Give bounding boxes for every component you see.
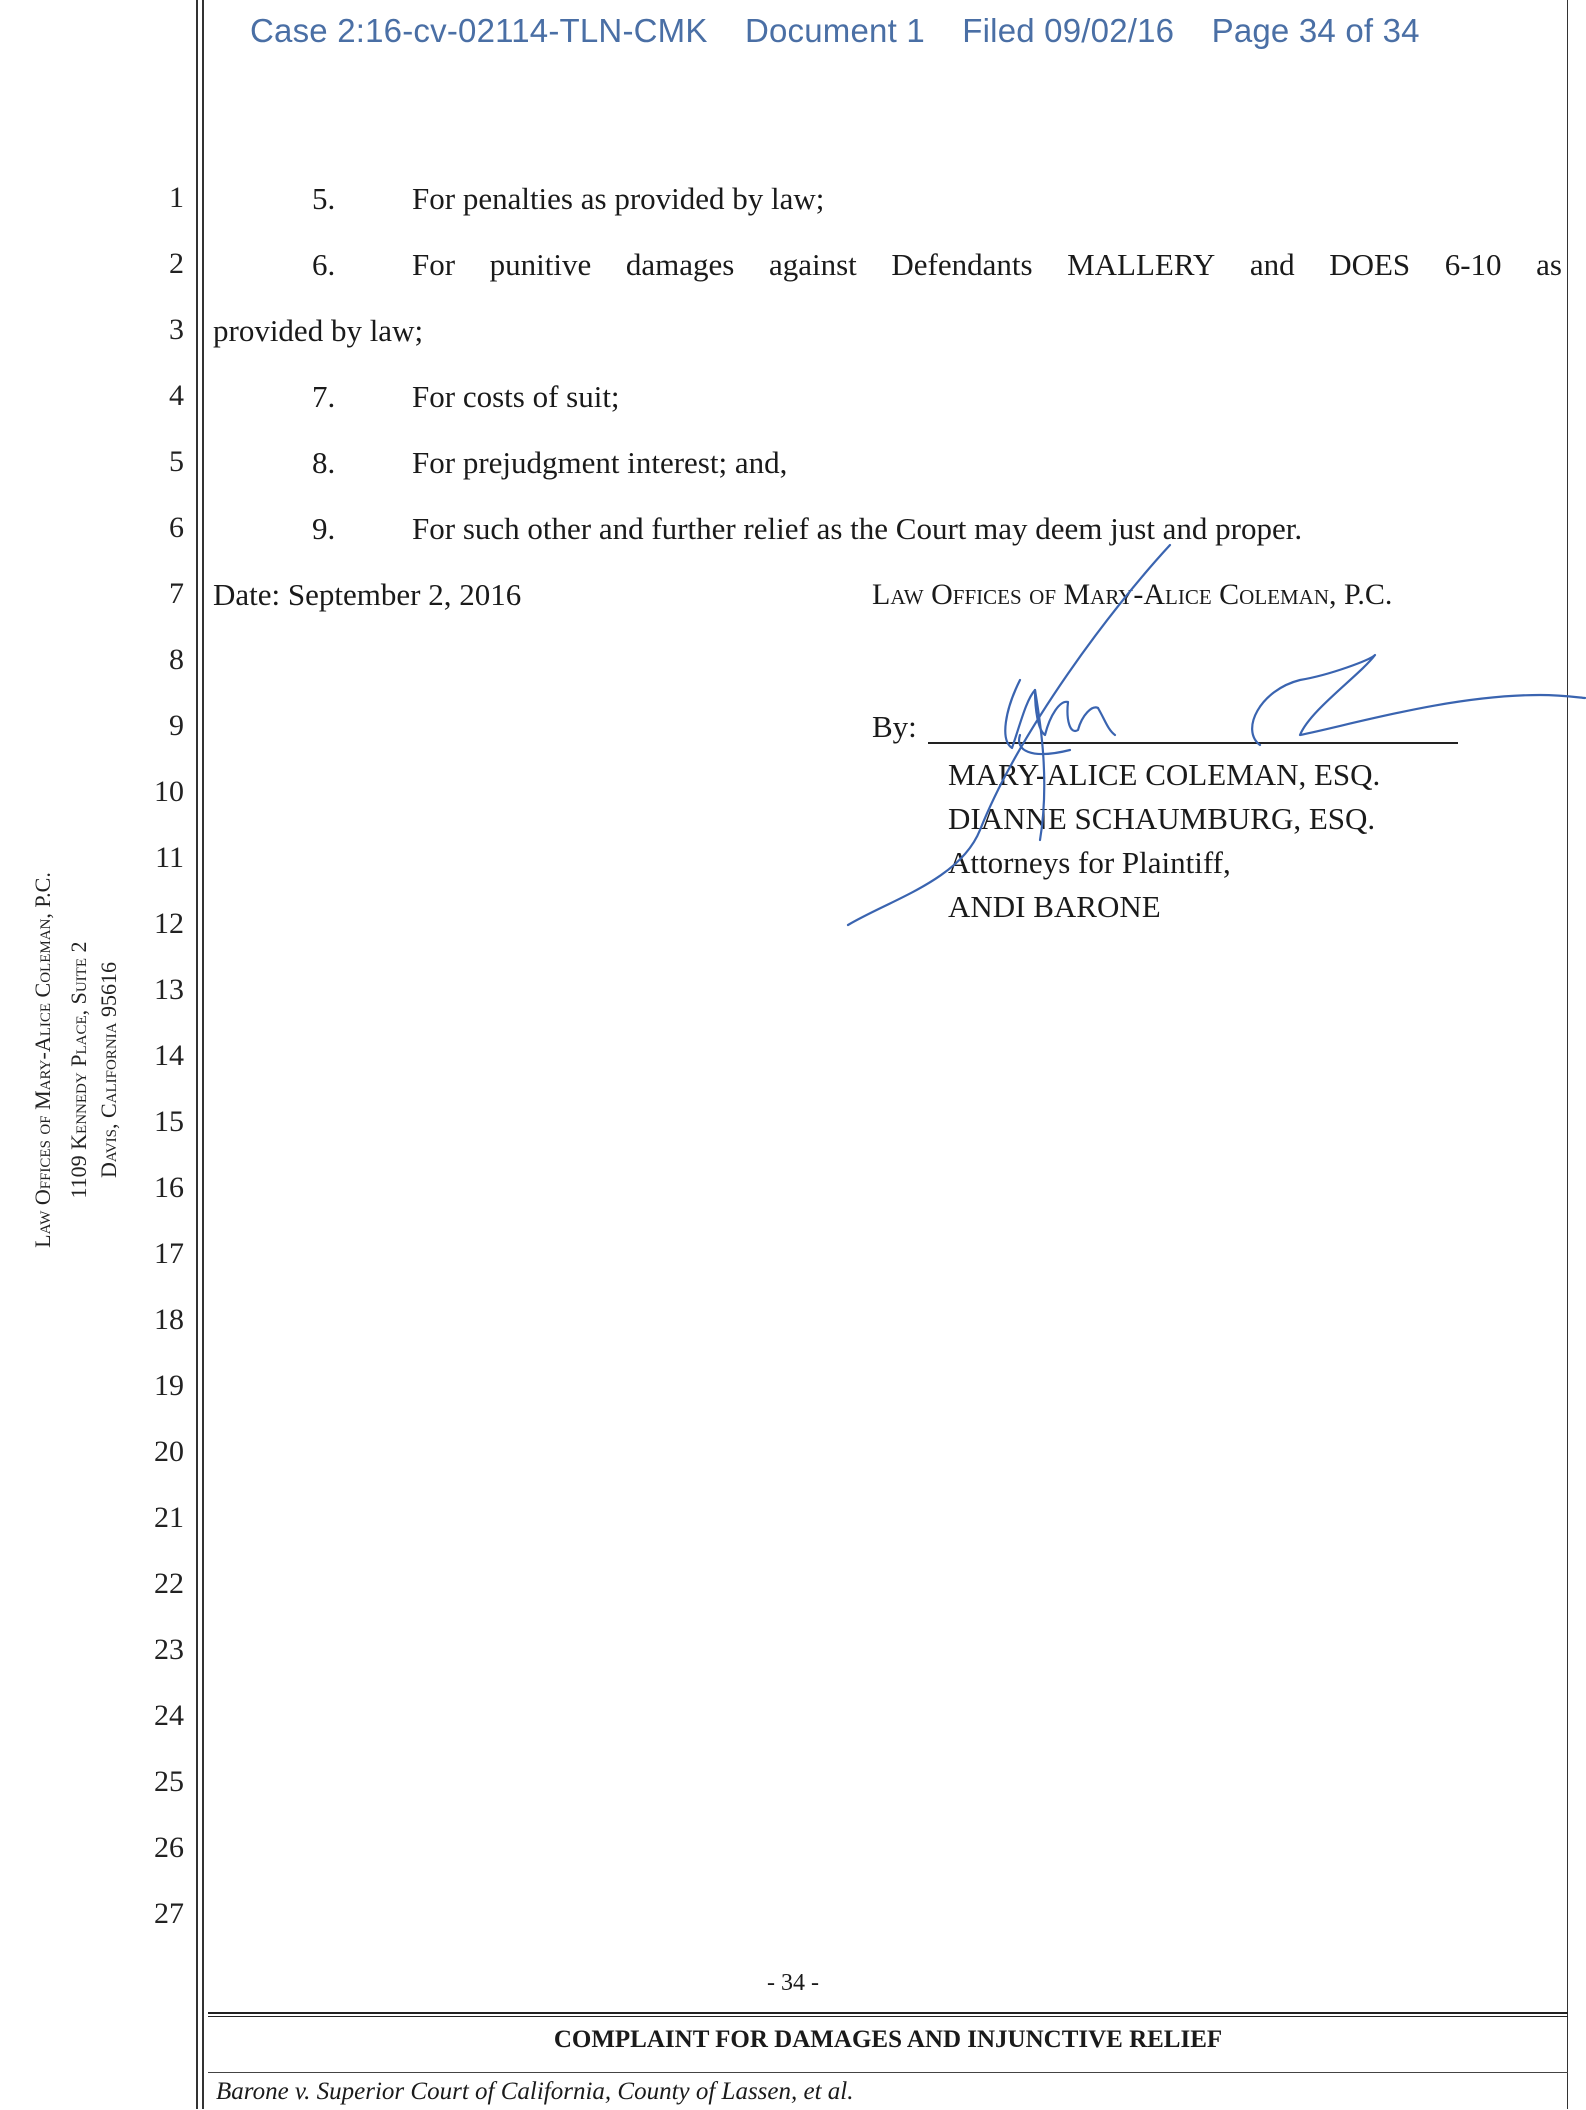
word: as bbox=[1536, 247, 1562, 282]
line-number: 19 bbox=[154, 1369, 184, 1402]
line-number: 4 bbox=[169, 379, 184, 412]
word: punitive bbox=[489, 247, 592, 282]
left-margin-rule-1 bbox=[196, 0, 198, 2109]
line-number: 24 bbox=[154, 1699, 184, 1732]
side-firm-city: Davis, California 95616 bbox=[96, 962, 121, 1178]
line-number: 9 bbox=[169, 709, 184, 742]
line-number: 14 bbox=[154, 1039, 184, 1072]
item-6-continuation: provided by law; bbox=[213, 313, 424, 348]
line-number: 18 bbox=[154, 1303, 184, 1336]
word: MALLERY bbox=[1067, 247, 1216, 282]
item-text-8: For prejudgment interest; and, bbox=[412, 445, 788, 480]
line-number: 2 bbox=[169, 247, 184, 280]
item-number-8: 8. bbox=[312, 445, 336, 480]
line-number: 7 bbox=[169, 577, 184, 610]
right-margin-rule bbox=[1567, 0, 1568, 2109]
line-number: 26 bbox=[154, 1831, 184, 1864]
line-number: 1 bbox=[169, 181, 184, 214]
footer-rule-thin bbox=[208, 2016, 1568, 2017]
word: 6-10 bbox=[1444, 247, 1502, 282]
document-number: Document 1 bbox=[744, 12, 925, 49]
filed-date: Filed 09/02/16 bbox=[962, 12, 1175, 49]
case-header-stamp bbox=[250, 12, 1448, 50]
line-number: 11 bbox=[155, 841, 184, 874]
footer-rule-bottom bbox=[208, 2072, 1568, 2073]
line-number: 16 bbox=[154, 1171, 184, 1204]
line-number: 17 bbox=[154, 1237, 184, 1270]
firm-signature-block: Law Offices of Mary-Alice Coleman, P.C. bbox=[872, 578, 1393, 611]
word: and bbox=[1249, 247, 1295, 282]
document-title: COMPLAINT FOR DAMAGES AND INJUNCTIVE RELIEF bbox=[553, 2026, 1223, 2053]
signatory-1: MARY-ALICE COLEMAN, ESQ. bbox=[948, 757, 1381, 792]
line-number: 6 bbox=[169, 511, 184, 544]
page-number: - 34 - bbox=[767, 1970, 819, 1996]
line-number: 3 bbox=[169, 313, 184, 346]
item-number-5: 5. bbox=[312, 181, 336, 216]
item-number-7: 7. bbox=[312, 379, 336, 414]
item-text-5: For penalties as provided by law; bbox=[412, 181, 825, 216]
page-indicator: Page 34 of 34 bbox=[1211, 12, 1420, 49]
item-number-6: 6. bbox=[312, 247, 336, 282]
line-number: 21 bbox=[154, 1501, 184, 1534]
word: Defendants bbox=[891, 247, 1033, 282]
side-firm-street: 1109 Kennedy Place, Suite 2 bbox=[66, 941, 91, 1199]
side-firm-name: Law Offices of Mary-Alice Coleman, P.C. bbox=[30, 872, 55, 1248]
case-caption: Barone v. Superior Court of California, County of Lassen, et al. bbox=[216, 2078, 854, 2105]
item-number-9: 9. bbox=[312, 511, 336, 546]
item-text-6 bbox=[412, 247, 1562, 283]
line-number: 8 bbox=[169, 643, 184, 676]
date-line: Date: September 2, 2016 bbox=[213, 577, 522, 612]
item-text-9: For such other and further relief as the Court may deem just and proper. bbox=[412, 511, 1303, 546]
word: DOES bbox=[1329, 247, 1411, 282]
signatory-role: Attorneys for Plaintiff, bbox=[948, 845, 1231, 880]
line-number: 22 bbox=[154, 1567, 184, 1600]
word: against bbox=[768, 247, 857, 282]
line-number: 10 bbox=[154, 775, 184, 808]
footer-rule bbox=[208, 2012, 1568, 2014]
line-number: 20 bbox=[154, 1435, 184, 1468]
left-margin-rule-2 bbox=[202, 0, 204, 2109]
line-number: 12 bbox=[154, 907, 184, 940]
signatory-2: DIANNE SCHAUMBURG, ESQ. bbox=[948, 801, 1376, 836]
handwritten-signature bbox=[830, 530, 1586, 940]
client-name: ANDI BARONE bbox=[948, 889, 1161, 924]
line-number: 13 bbox=[154, 973, 184, 1006]
word: damages bbox=[625, 247, 735, 282]
by-label: By: bbox=[872, 709, 917, 744]
word: For bbox=[412, 247, 456, 282]
case-number: Case 2:16-cv-02114-TLN-CMK bbox=[250, 12, 708, 49]
item-text-7: For costs of suit; bbox=[412, 379, 620, 414]
line-number: 23 bbox=[154, 1633, 184, 1666]
line-number: 25 bbox=[154, 1765, 184, 1798]
line-number: 5 bbox=[169, 445, 184, 478]
line-number: 27 bbox=[154, 1897, 184, 1930]
line-number: 15 bbox=[154, 1105, 184, 1138]
